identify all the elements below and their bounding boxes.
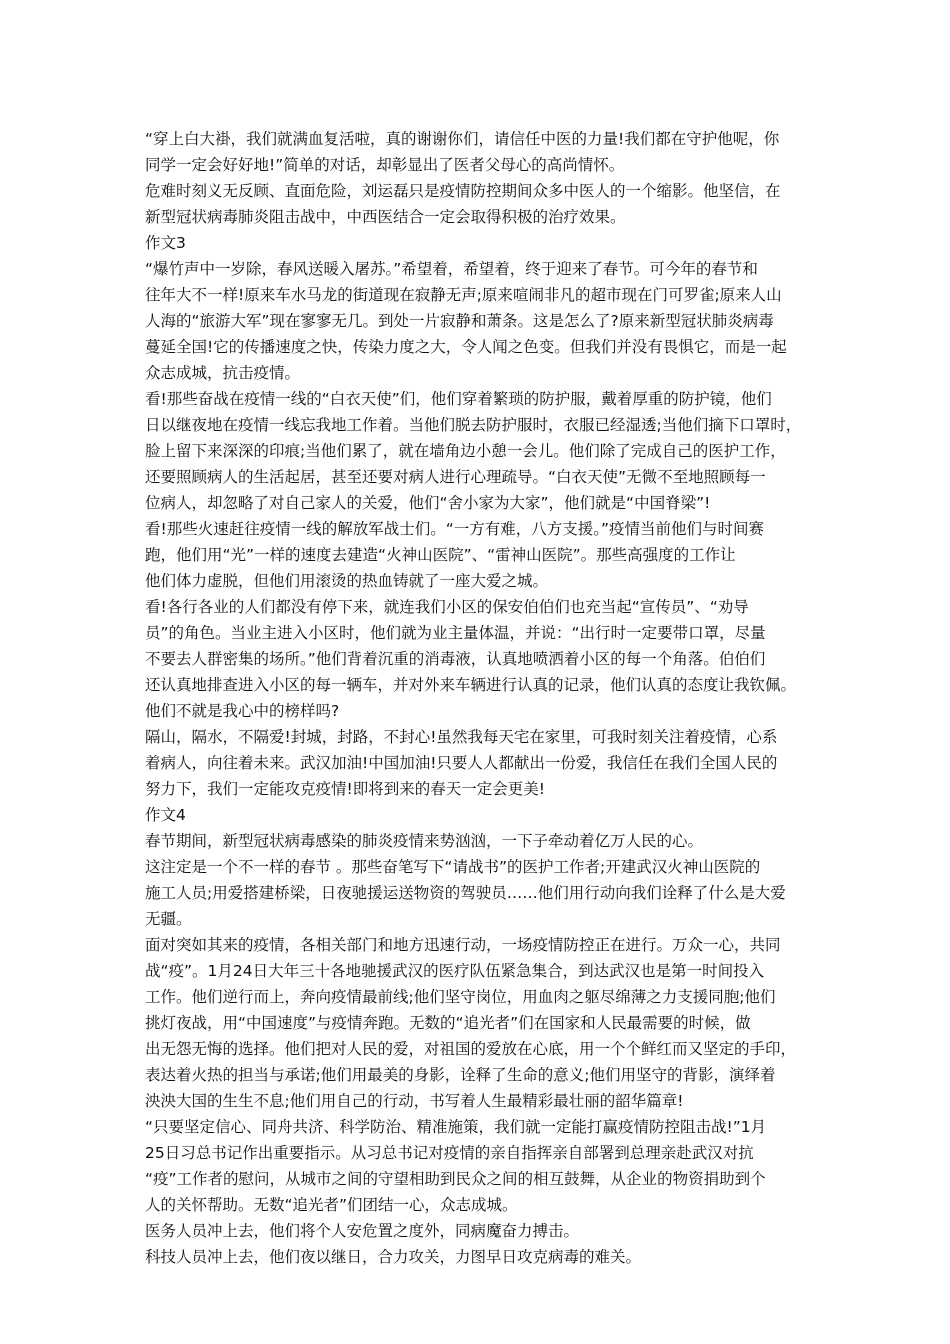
- text-line: 努力下，我们一定能攻克疫情!即将到来的春天一定会更美!: [145, 780, 545, 798]
- paragraph: [145, 516, 805, 594]
- text-line: 往年大不一样!原来车水马龙的街道现在寂静无声;原来喧闹非凡的超市现在门可罗雀;原来人山: [145, 286, 782, 304]
- text-line: 脸上留下来深深的印痕;当他们累了，就在墙角边小憩一会儿。他们除了完成自己的医护工作，: [145, 442, 786, 460]
- text-line: “爆竹声中一岁除，春风送暖入屠苏。”希望着，希望着，终于迎来了春节。可今年的春节和: [145, 260, 758, 278]
- paragraph: [145, 932, 805, 1114]
- text-line: 他们体力虚脱，但他们用滚烫的热血铸就了一座大爱之城。: [145, 572, 549, 590]
- text-line: 跑，他们用“光”一样的速度去建造“火神山医院”、“雷神山医院”。那些高强度的工作让: [145, 546, 736, 564]
- text-line: 着病人，向往着未来。武汉加油!中国加油!只要人人都献出一份爱，我信任在我们全国人民的: [145, 754, 778, 772]
- paragraph: [145, 724, 805, 802]
- paragraph: [145, 1244, 805, 1270]
- text-line: 日以继夜地在疫情一线忘我地工作着。当他们脱去防护服时，衣服已经湿透;当他们摘下口罩时，: [145, 416, 802, 434]
- paragraph: [145, 256, 805, 386]
- paragraph: [145, 126, 805, 178]
- paragraph: [145, 386, 805, 516]
- text-line: 蔓延全国!它的传播速度之快，传染力度之大，令人闻之色变。但我们并没有畏惧它，而是一起: [145, 338, 787, 356]
- text-line: 春节期间，新型冠状病毒感染的肺炎疫情来势汹汹，一下子牵动着亿万人民的心。: [145, 832, 704, 850]
- paragraph: [145, 178, 805, 230]
- section-heading: [145, 802, 805, 828]
- text-line: 人的关怀帮助。无数“追光者”们团结一心，众志成城。: [145, 1196, 518, 1214]
- paragraph: [145, 594, 805, 724]
- text-line: 看!那些火速赶往疫情一线的解放军战士们。“一方有难，八方支援。”疫情当前他们与时间赛: [145, 520, 765, 538]
- paragraph: [145, 854, 805, 932]
- text-line: 表达着火热的担当与承诺;他们用最美的身影，诠释了生命的意义;他们用坚守的背影，演绎着: [145, 1066, 776, 1084]
- text-line: 挑灯夜战，用“中国速度”与疫情奔跑。无数的“追光者”们在国家和人民最需要的时候，做: [145, 1014, 751, 1032]
- text-line: 众志成城，抗击疫情。: [145, 364, 301, 382]
- text-line: 人海的“旅游大军”现在寥寥无几。到处一片寂静和萧条。这是怎么了?原来新型冠状肺炎病毒: [145, 312, 774, 330]
- text-line: 面对突如其来的疫情，各相关部门和地方迅速行动，一场疫情防控正在进行。万众一心，共同: [145, 936, 781, 954]
- text-line: 医务人员冲上去，他们将个人安危置之度外，同病魔奋力搏击。: [145, 1222, 580, 1240]
- paragraph: [145, 828, 805, 854]
- section-heading: [145, 230, 805, 256]
- text-line: 这注定是一个不一样的春节 。那些奋笔写下“请战书”的医护工作者;开建武汉火神山医院的: [145, 858, 761, 876]
- text-line: 员”的角色。当业主进入小区时，他们就为业主量体温，并说：“出行时一定要带口罩，尽量: [145, 624, 766, 642]
- text-line: 他们不就是我心中的榜样吗?: [145, 702, 340, 720]
- paragraph: [145, 1218, 805, 1244]
- text-line: 施工人员;用爱搭建桥梁，日夜驰援运送物资的驾驶员……他们用行动向我们诠释了什么是大爱: [145, 884, 786, 902]
- text-line: 出无怨无悔的选择。他们把对人民的爱，对祖国的爱放在心底，用一个个鲜红而又坚定的手印，: [145, 1040, 797, 1058]
- text-line: 还认真地排查进入小区的每一辆车，并对外来车辆进行认真的记录，他们认真的态度让我钦佩。: [145, 676, 797, 694]
- text-line: 还要照顾病人的生活起居，甚至还要对病人进行心理疏导。“白衣天使”无微不至地照顾每一: [145, 468, 766, 486]
- text-line: “疫”工作者的慰问，从城市之间的守望相助到民众之间的相互鼓舞，从企业的物资捐助到个: [145, 1170, 766, 1188]
- text-line: 看!各行各业的人们都没有停下来，就连我们小区的保安伯伯们也充当起“宣传员”、“劝导: [145, 598, 749, 616]
- text-line: 无疆。: [145, 910, 192, 928]
- text-line: 泱泱大国的生生不息;他们用自己的行动，书写着人生最精彩最壮丽的韶华篇章!: [145, 1092, 684, 1110]
- text-line: 作文3: [145, 234, 186, 252]
- text-line: 作文4: [145, 806, 186, 824]
- text-line: 战“疫”。1月24日大年三十各地驰援武汉的医疗队伍紧急集合，到达武汉也是第一时间投入: [145, 962, 765, 980]
- text-line: 隔山，隔水，不隔爱!封城，封路，不封心!虽然我每天宅在家里，可我时刻关注着疫情，心系: [145, 728, 778, 746]
- text-line: 不要去人群密集的场所。”他们背着沉重的消毒液，认真地喷洒着小区的每一个角落。伯伯们: [145, 650, 766, 668]
- text-line: 科技人员冲上去，他们夜以继日，合力攻关，力图早日攻克病毒的难关。: [145, 1248, 642, 1266]
- text-line: 新型冠状病毒肺炎阻击战中，中西医结合一定会取得积极的治疗效果。: [145, 208, 626, 226]
- text-line: 危难时刻义无反顾、直面危险，刘运磊只是疫情防控期间众多中医人的一个缩影。他坚信，在: [145, 182, 781, 200]
- text-line: 看!那些奋战在疫情一线的“白衣天使”们，他们穿着繁琐的防护服，戴着厚重的防护镜，他们: [145, 390, 772, 408]
- text-line: “穿上白大褂，我们就满血复活啦，真的谢谢你们，请信任中医的力量!我们都在守护他呢，你: [145, 130, 780, 148]
- paragraph: [145, 1114, 805, 1218]
- text-line: 25日习总书记作出重要指示。从习总书记对疫情的亲自指挥亲自部署到总理亲赴武汉对抗: [145, 1144, 754, 1162]
- text-line: 位病人，却忽略了对自己家人的关爱，他们“舍小家为大家”，他们就是“中国脊梁”!: [145, 494, 711, 512]
- text-line: “只要坚定信心、同舟共济、科学防治、精准施策，我们就一定能打赢疫情防控阻击战!”1月: [145, 1118, 767, 1136]
- text-line: 同学一定会好好地!”简单的对话，却彰显出了医者父母心的高尚情怀。: [145, 156, 625, 174]
- text-line: 工作。他们逆行而上，奔向疫情最前线;他们坚守岗位，用血肉之躯尽绵薄之力支援同胞;他们: [145, 988, 776, 1006]
- document-body: [145, 126, 805, 1270]
